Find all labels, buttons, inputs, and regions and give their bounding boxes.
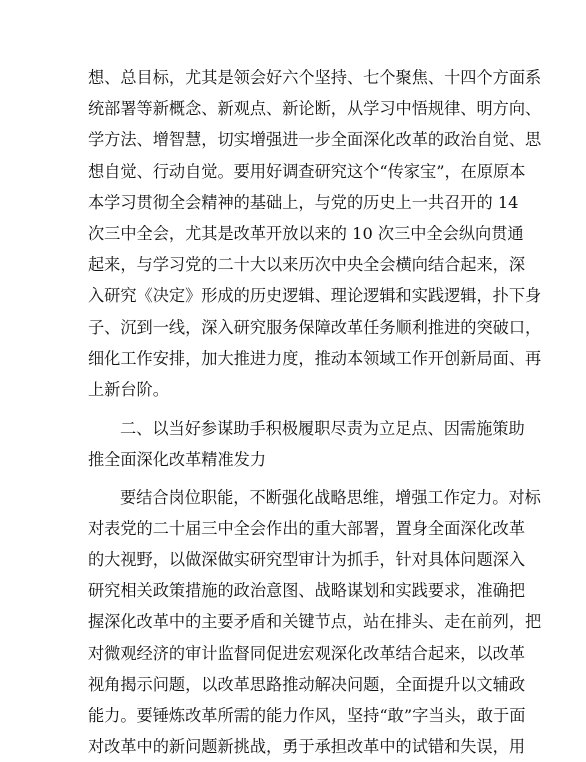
text-line: 子、沉到一线，深入研究服务保障改革任务顺利推进的突破口， (88, 317, 542, 337)
paragraph-role-duties (88, 482, 542, 762)
text-line: 统部署等新概念、新观点、新论断，从学习中悟规律、明方向、 (88, 99, 542, 119)
text-line: 上新台阶。 (88, 380, 169, 400)
text-line: 本学习贯彻全会精神的基础上，与党的历史上一共召开的 14 (88, 192, 519, 212)
text-line: 想自觉、行动自觉。要用好调查研究这个“传家宝”，在原原本 (88, 161, 526, 181)
text-line: 对改革中的新问题新挑战，勇于承担改革中的试错和失误，用 (88, 737, 526, 757)
text-line: 入研究《决定》形成的历史逻辑、理论逻辑和实践逻辑，扑下身 (88, 286, 542, 306)
text-line: 的大视野，以做深做实研究型审计为抓手，针对具体问题深入 (88, 550, 526, 570)
text-line: 要结合岗位职能，不断强化战略思维，增强工作定力。对标 (120, 487, 541, 507)
paragraph-study-plenum (88, 62, 542, 405)
text-line: 视角揭示问题，以改革思路推动解决问题，全面提升以文辅政 (88, 674, 526, 694)
text-line: 能力。要锤炼改革所需的能力作风，坚持“敢”字当头，敢于面 (88, 706, 526, 726)
text-line: 研究相关政策措施的政治意图、战略谋划和实践要求，准确把 (88, 581, 526, 601)
text-line: 想、总目标，尤其是领会好六个坚持、七个聚焦、十四个方面系 (88, 68, 542, 87)
text-line: 起来，与学习党的二十大以来历次中央全会横向结合起来，深 (88, 255, 526, 275)
text-line: 学方法、增智慧，切实增强进一步全面深化改革的政治自觉、思 (88, 130, 542, 150)
heading-line: 二、以当好参谋助手积极履职尽责为立足点、因需施策助 (120, 419, 525, 439)
section-heading (88, 413, 525, 475)
text-line: 细化工作安排，加大推进力度，推动本领域工作开创新局面、再 (88, 348, 542, 368)
text-line: 次三中全会，尤其是改革开放以来的 10 次三中全会纵向贯通 (88, 224, 524, 244)
text-line: 对表党的二十届三中全会作出的重大部署，置身全面深化改革 (88, 518, 526, 538)
text-line: 握深化改革中的主要矛盾和关键节点，站在排头、走在前列，把 (88, 612, 542, 632)
text-line: 对微观经济的审计监督同促进宏观深化改革结合起来，以改革 (88, 643, 526, 663)
heading-line: 推全面深化改革精准发力 (88, 450, 267, 470)
